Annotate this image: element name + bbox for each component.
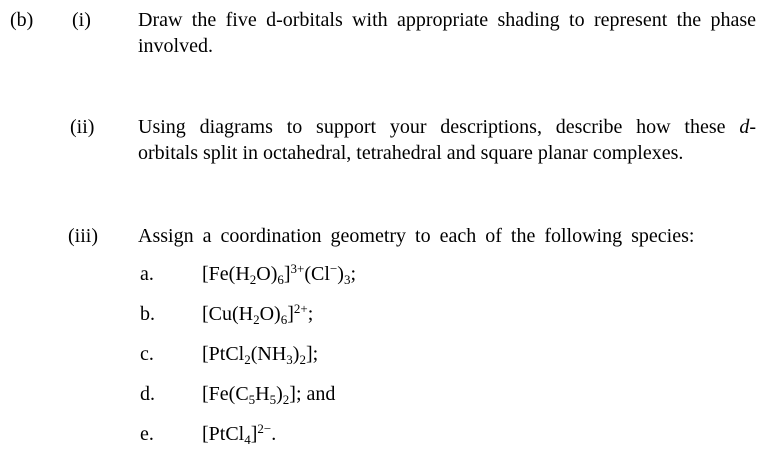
subpart-iii-intro: Assign a coordination geometry to each of the following species:	[138, 225, 695, 247]
subpart-ii-line1-text: Using diagrams to support your descriptions, describe how these	[138, 116, 740, 138]
species-letter-e: e.	[140, 423, 154, 445]
species-row-a	[140, 260, 356, 290]
subpart-i-line1: Draw the five d-orbitals with appropriate shading to represent the phase	[138, 9, 756, 31]
subpart-i-label: (i)	[72, 9, 91, 31]
species-formula-a: $[Fe(H_2O)_6]^{3+}(Cl^-)_3$;	[202, 261, 357, 287]
subpart-i-text	[138, 7, 756, 59]
subpart-ii-label: (ii)	[70, 116, 95, 138]
species-formula-e: [PtCl$_4$]$^{2-}$.	[202, 421, 277, 447]
species-letter-a: a.	[140, 263, 154, 285]
species-row-b	[140, 300, 313, 330]
species-row-e	[140, 420, 276, 450]
subpart-iii-label: (iii)	[68, 225, 98, 247]
species-formula-c: $[PtCl_2(NH_3)_2]$;	[202, 343, 319, 367]
species-letter-b: b.	[140, 303, 155, 325]
subpart-ii-line2: orbitals split in octahedral, tetrahedral and square planar complexes.	[138, 142, 684, 164]
subpart-ii-line1-italic-d: d-	[739, 116, 756, 138]
species-formula-d: $[Fe(C_5H_5)_2]$; and	[202, 383, 336, 407]
species-letter-c: c.	[140, 343, 154, 365]
species-row-c	[140, 340, 318, 370]
subpart-ii-line1	[138, 114, 756, 140]
subpart-ii-text	[138, 114, 756, 166]
species-letter-d: d.	[140, 383, 155, 405]
species-formula-b: $[Cu(H_2O)_6]^{2+}$;	[202, 301, 314, 327]
part-b-label: (b)	[10, 9, 34, 31]
subpart-i-line2: involved.	[138, 35, 213, 57]
species-row-d	[140, 380, 335, 410]
